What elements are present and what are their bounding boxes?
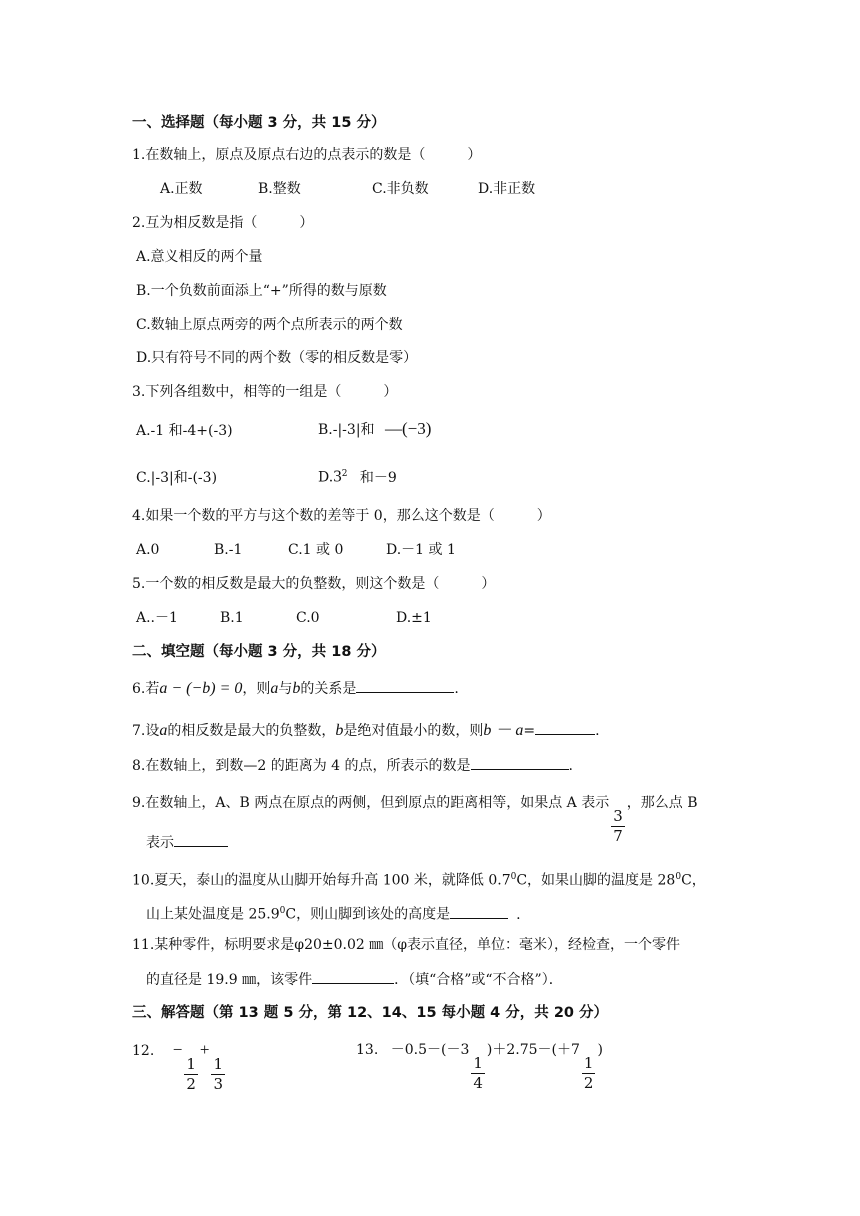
fraction [582,1056,596,1091]
question-10-end: . [516,906,521,923]
question-9-line2-text: 表示 [146,835,174,851]
fraction-numerator: 1 [583,1054,594,1072]
question-10-text-c: C， [681,872,706,889]
question-3-option-b [318,419,431,440]
question-10-text-d: 山上某处温度是 25.9 [146,906,280,923]
question-3-option-d-exponent: 2 [341,469,348,479]
question-6-prefix: 6.若 [132,681,160,697]
answer-blank [356,678,454,693]
question-3-option-d [318,464,397,488]
question-13-part-1: －0.5－(－3 [390,1042,470,1058]
question-1-stem: 1.在数轴上，原点及原点右边的点表示的数是（ ） [132,147,482,163]
fraction-numerator: 1 [186,1055,196,1073]
question-3-option-b-math: —(−3) [385,419,432,438]
section-heading-solve: 三、解答题（第 13 题 5 分，第 12、14、15 每小题 4 分，共 20 分） [132,1005,609,1021]
fraction-denominator: 3 [213,1075,223,1093]
fraction-denominator: 2 [186,1075,196,1093]
question-6-var-a: a [270,680,279,697]
question-8-text: 8.在数轴上，到数—2 的距离为 4 的点，所表示的数是 [132,758,471,774]
question-7-var-a: a [159,722,168,739]
question-4-option-d: D.－1 或 1 [386,542,456,558]
fraction-denominator: 4 [473,1074,483,1092]
question-7 [132,720,600,741]
question-5-option-c: C.0 [296,610,320,626]
question-9-post: ，那么点 B [626,795,698,811]
question-5-stem: 5.一个数的相反数是最大的负整数，则这个数是（ ） [132,576,496,592]
fraction-numerator: 1 [473,1054,483,1072]
degree-mark: 0 [279,906,286,916]
question-10-text-b: C，如果山脚的温度是 28 [516,872,676,889]
fraction [471,1056,485,1091]
question-2-stem: 2.互为相反数是指（ ） [132,215,314,231]
fraction [611,809,625,844]
question-7-mid1: 的相反数是最大的负整数， [167,723,336,739]
degree-mark: 0 [675,872,682,882]
section-heading-choice: 一、选择题（每小题 3 分，共 15 分） [132,115,386,131]
question-2-option-a: A.意义相反的两个量 [136,249,263,265]
question-8 [132,755,573,776]
question-10-text-e: C，则山脚到该处的高度是 [285,906,451,923]
fraction [184,1057,198,1092]
answer-blank [535,720,595,735]
question-6-expression: a − (−b) = 0 [159,680,243,697]
question-4-option-a: A.0 [136,542,160,558]
question-3-option-a: A.-1 和-4+(-3) [136,423,233,439]
question-5-option-d: D.±1 [396,610,432,626]
question-11-line2 [146,969,563,990]
question-2-option-d: D.只有符号不同的两个数（零的相反数是零） [136,350,418,366]
fraction [211,1057,225,1092]
question-9-line2 [146,832,228,853]
fraction-numerator: 1 [213,1055,223,1073]
question-12 [132,1040,227,1092]
answer-blank [174,832,228,847]
question-1-option-c: C.非负数 [372,181,429,197]
question-3-option-d-label: D. [318,469,334,486]
answer-blank [312,969,394,984]
question-13-label: 13. [356,1042,379,1058]
question-3-option-c: C.|-3|和-(-3) [136,470,218,486]
question-11-line1: 11.某种零件，标明要求是φ20±0.02 ㎜（φ表示直径，单位：毫米），经检查，一个零件 [132,937,681,953]
question-13 [356,1040,603,1091]
question-6-var-b: b [292,680,301,697]
question-2-option-c: C.数轴上原点两旁的两个点所表示的两个数 [136,317,403,333]
question-3-stem: 3.下列各组数中，相等的一组是（ ） [132,384,398,400]
question-11-text-a: 的直径是 19.9 ㎜，该零件 [146,972,313,988]
fraction-denominator: 7 [613,827,623,845]
question-6-post: 的关系是 [300,681,357,697]
plus-sign: + [199,1040,210,1059]
question-1-option-a: A.正数 [160,181,203,197]
question-6 [132,678,459,699]
question-10-line1 [132,867,706,891]
answer-blank [450,904,508,919]
question-10-line2 [146,901,521,925]
minus-sign: − [172,1040,183,1059]
question-7-equals: = [523,723,536,739]
fraction-numerator: 3 [613,807,623,825]
section-heading-fill: 二、填空题（每小题 3 分，共 18 分） [132,644,386,660]
question-7-mid2: 是绝对值最小的数，则 [343,723,484,739]
question-7-prefix: 7.设 [132,723,160,739]
question-7-var-b: b [335,722,344,739]
question-12-label: 12. [132,1043,155,1059]
question-1-option-b: B.整数 [258,181,301,197]
question-13-part-2: )＋2.75－(＋7 [486,1042,580,1058]
question-13-part-3: ) [597,1042,603,1058]
question-10-text-a: 10.夏天，泰山的温度从山脚开始每升高 100 米，就降低 0.7 [132,872,511,889]
question-3-option-d-base: 3 [333,466,342,486]
question-6-with: 与 [278,681,293,697]
question-5-option-a: A..－1 [136,610,178,626]
question-7-expression: b － a [483,722,524,739]
question-4-option-b: B.-1 [214,542,243,558]
question-8-end: . [568,758,573,774]
question-7-end: . [595,723,600,739]
question-3-option-b-text: B.-|-3|和 [318,422,375,438]
question-5-option-b: B.1 [220,610,244,626]
question-1-option-d: D.非正数 [478,181,536,197]
question-4-option-c: C.1 或 0 [288,542,344,558]
question-3-option-d-rest: 和－9 [359,469,397,486]
question-6-mid: ，则 [242,681,271,697]
fraction-denominator: 2 [583,1074,594,1092]
question-11-text-b: ．（填“合格”或“不合格”）． [394,972,563,988]
question-9-text: 9.在数轴上，A、B 两点在原点的两侧，但到原点的距离相等，如果点 A 表示 [132,795,610,811]
answer-blank [471,755,569,770]
question-6-end: . [454,681,459,697]
question-2-option-b: B.一个负数前面添上“+”所得的数与原数 [136,283,387,299]
question-4-stem: 4.如果一个数的平方与这个数的差等于 0，那么这个数是（ ） [132,508,551,524]
degree-mark: 0 [510,872,517,882]
